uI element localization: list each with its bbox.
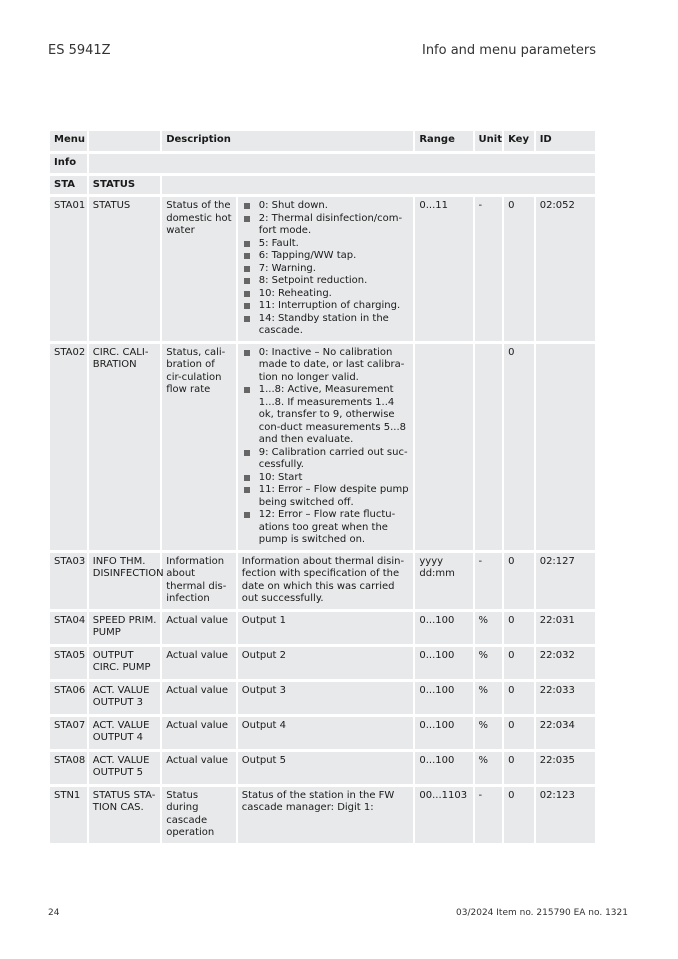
parameter-name: OUTPUT CIRC. PUMP: [89, 647, 160, 679]
group-filler: [162, 176, 595, 195]
parameter-id: 22:035: [536, 752, 595, 784]
unit: -: [475, 787, 503, 843]
parameter-name: ACT. VALUE OUTPUT 4: [89, 717, 160, 749]
menu-code: STA06: [50, 682, 87, 714]
unit: %: [475, 682, 503, 714]
key: 0: [504, 197, 534, 341]
list-item: 9: Calibration carried out suc-cessfully.: [242, 447, 411, 472]
table-row: [50, 553, 595, 609]
parameter-id: 22:034: [536, 717, 595, 749]
key: 0: [504, 717, 534, 749]
short-description: Actual value: [162, 752, 236, 784]
list-item: 6: Tapping/WW tap.: [242, 250, 411, 263]
short-description: Actual value: [162, 612, 236, 644]
section-title: Info and menu parameters: [421, 43, 596, 58]
header-menu: Menu: [50, 131, 87, 151]
menu-code: STA04: [50, 612, 87, 644]
parameter-name: ACT. VALUE OUTPUT 3: [89, 682, 160, 714]
parameter-id: 22:033: [536, 682, 595, 714]
section-label: Info: [50, 154, 87, 173]
list-item: 7: Warning.: [242, 263, 411, 276]
menu-code: STA01: [50, 197, 87, 341]
table-row: [50, 344, 595, 550]
value-list: [242, 200, 411, 338]
range: yyyy dd:mm: [415, 553, 472, 609]
header-range: Range: [415, 131, 472, 151]
list-item: 10: Start: [242, 472, 411, 485]
section-row: [50, 154, 595, 173]
header-description: Description: [162, 131, 413, 151]
header-key: Key: [504, 131, 534, 151]
detail-description: Output 5: [238, 752, 414, 784]
value-list: [242, 347, 411, 547]
table-row: [50, 647, 595, 679]
unit: %: [475, 717, 503, 749]
publication-info: 03/2024 Item no. 215790 EA no. 1321: [456, 908, 628, 918]
short-description: Status, cali-bration of cir-culation flow rate: [162, 344, 236, 550]
list-item: 12: Error – Flow rate fluctu-ations too great when the pump is switched on.: [242, 509, 411, 547]
parameter-name: CIRC. CALI-BRATION: [89, 344, 160, 550]
key: 0: [504, 752, 534, 784]
list-item: 10: Reheating.: [242, 288, 411, 301]
list-item: 0: Inactive – No calibration made to date, or last calibra-tion no longer valid.: [242, 347, 411, 385]
detail-description: Output 2: [238, 647, 414, 679]
parameter-name: ACT. VALUE OUTPUT 5: [89, 752, 160, 784]
group-name: STATUS: [89, 176, 160, 195]
parameter-table: [48, 128, 597, 846]
parameter-id: 02:127: [536, 553, 595, 609]
table-row: [50, 197, 595, 341]
list-item: 14: Standby station in the cascade.: [242, 313, 411, 338]
range: 0...100: [415, 647, 472, 679]
list-item: 5: Fault.: [242, 238, 411, 251]
document-code: ES 5941Z: [48, 43, 111, 58]
list-item: 2: Thermal disinfection/com-fort mode.: [242, 213, 411, 238]
menu-code: STA03: [50, 553, 87, 609]
key: 0: [504, 682, 534, 714]
unit: [475, 344, 503, 550]
range: 0...100: [415, 612, 472, 644]
detail-description: Output 3: [238, 682, 414, 714]
list-item: 1...8: Active, Measurement 1...8. If measurements 1..4 ok, transfer to 9, otherwise con-duct measurements 5...8 and then evaluate.: [242, 384, 411, 447]
detail-description: Status of the station in the FW cascade manager: Digit 1:: [238, 787, 414, 843]
range: 0...100: [415, 682, 472, 714]
parameter-name: STATUS STA-TION CAS.: [89, 787, 160, 843]
unit: %: [475, 647, 503, 679]
table-row: [50, 717, 595, 749]
group-code: STA: [50, 176, 87, 195]
header-empty: [89, 131, 160, 151]
detail-description: Output 4: [238, 717, 414, 749]
parameter-name: INFO THM. DISINFECTION: [89, 553, 160, 609]
detail-description: [238, 197, 414, 341]
short-description: Status of the domestic hot water: [162, 197, 236, 341]
detail-description: Output 1: [238, 612, 414, 644]
short-description: Status during cascade operation: [162, 787, 236, 843]
table-row: [50, 682, 595, 714]
menu-code: STA05: [50, 647, 87, 679]
list-item: 11: Error – Flow despite pump being switched off.: [242, 484, 411, 509]
unit: %: [475, 612, 503, 644]
unit: %: [475, 752, 503, 784]
menu-code: STA08: [50, 752, 87, 784]
parameter-name: STATUS: [89, 197, 160, 341]
short-description: Information about thermal dis-infection: [162, 553, 236, 609]
table-row: [50, 787, 595, 843]
key: 0: [504, 553, 534, 609]
unit: -: [475, 197, 503, 341]
parameter-id: 02:123: [536, 787, 595, 843]
short-description: Actual value: [162, 682, 236, 714]
parameter-id: 02:052: [536, 197, 595, 341]
table-header-row: [50, 131, 595, 151]
short-description: Actual value: [162, 717, 236, 749]
detail-description: [238, 344, 414, 550]
menu-code: STA02: [50, 344, 87, 550]
key: 0: [504, 612, 534, 644]
range: 0...11: [415, 197, 472, 341]
range: 00...1103: [415, 787, 472, 843]
list-item: 8: Setpoint reduction.: [242, 275, 411, 288]
header-id: ID: [536, 131, 595, 151]
short-description: Actual value: [162, 647, 236, 679]
range: 0...100: [415, 717, 472, 749]
unit: -: [475, 553, 503, 609]
header-unit: Unit: [475, 131, 503, 151]
page-number: 24: [48, 908, 60, 918]
menu-code: STA07: [50, 717, 87, 749]
list-item: 0: Shut down.: [242, 200, 411, 213]
range: [415, 344, 472, 550]
menu-code: STN1: [50, 787, 87, 843]
list-item: 11: Interruption of charging.: [242, 300, 411, 313]
range: 0...100: [415, 752, 472, 784]
detail-description: Information about thermal disin-fection with specification of the date on which this was carried out successfully.: [238, 553, 414, 609]
parameter-id: 22:032: [536, 647, 595, 679]
key: 0: [504, 647, 534, 679]
parameter-id: 22:031: [536, 612, 595, 644]
key: 0: [504, 344, 534, 550]
parameter-id: [536, 344, 595, 550]
table-row: [50, 612, 595, 644]
parameter-name: SPEED PRIM. PUMP: [89, 612, 160, 644]
section-filler: [89, 154, 595, 173]
table-row: [50, 752, 595, 784]
key: 0: [504, 787, 534, 843]
group-row: [50, 176, 595, 195]
